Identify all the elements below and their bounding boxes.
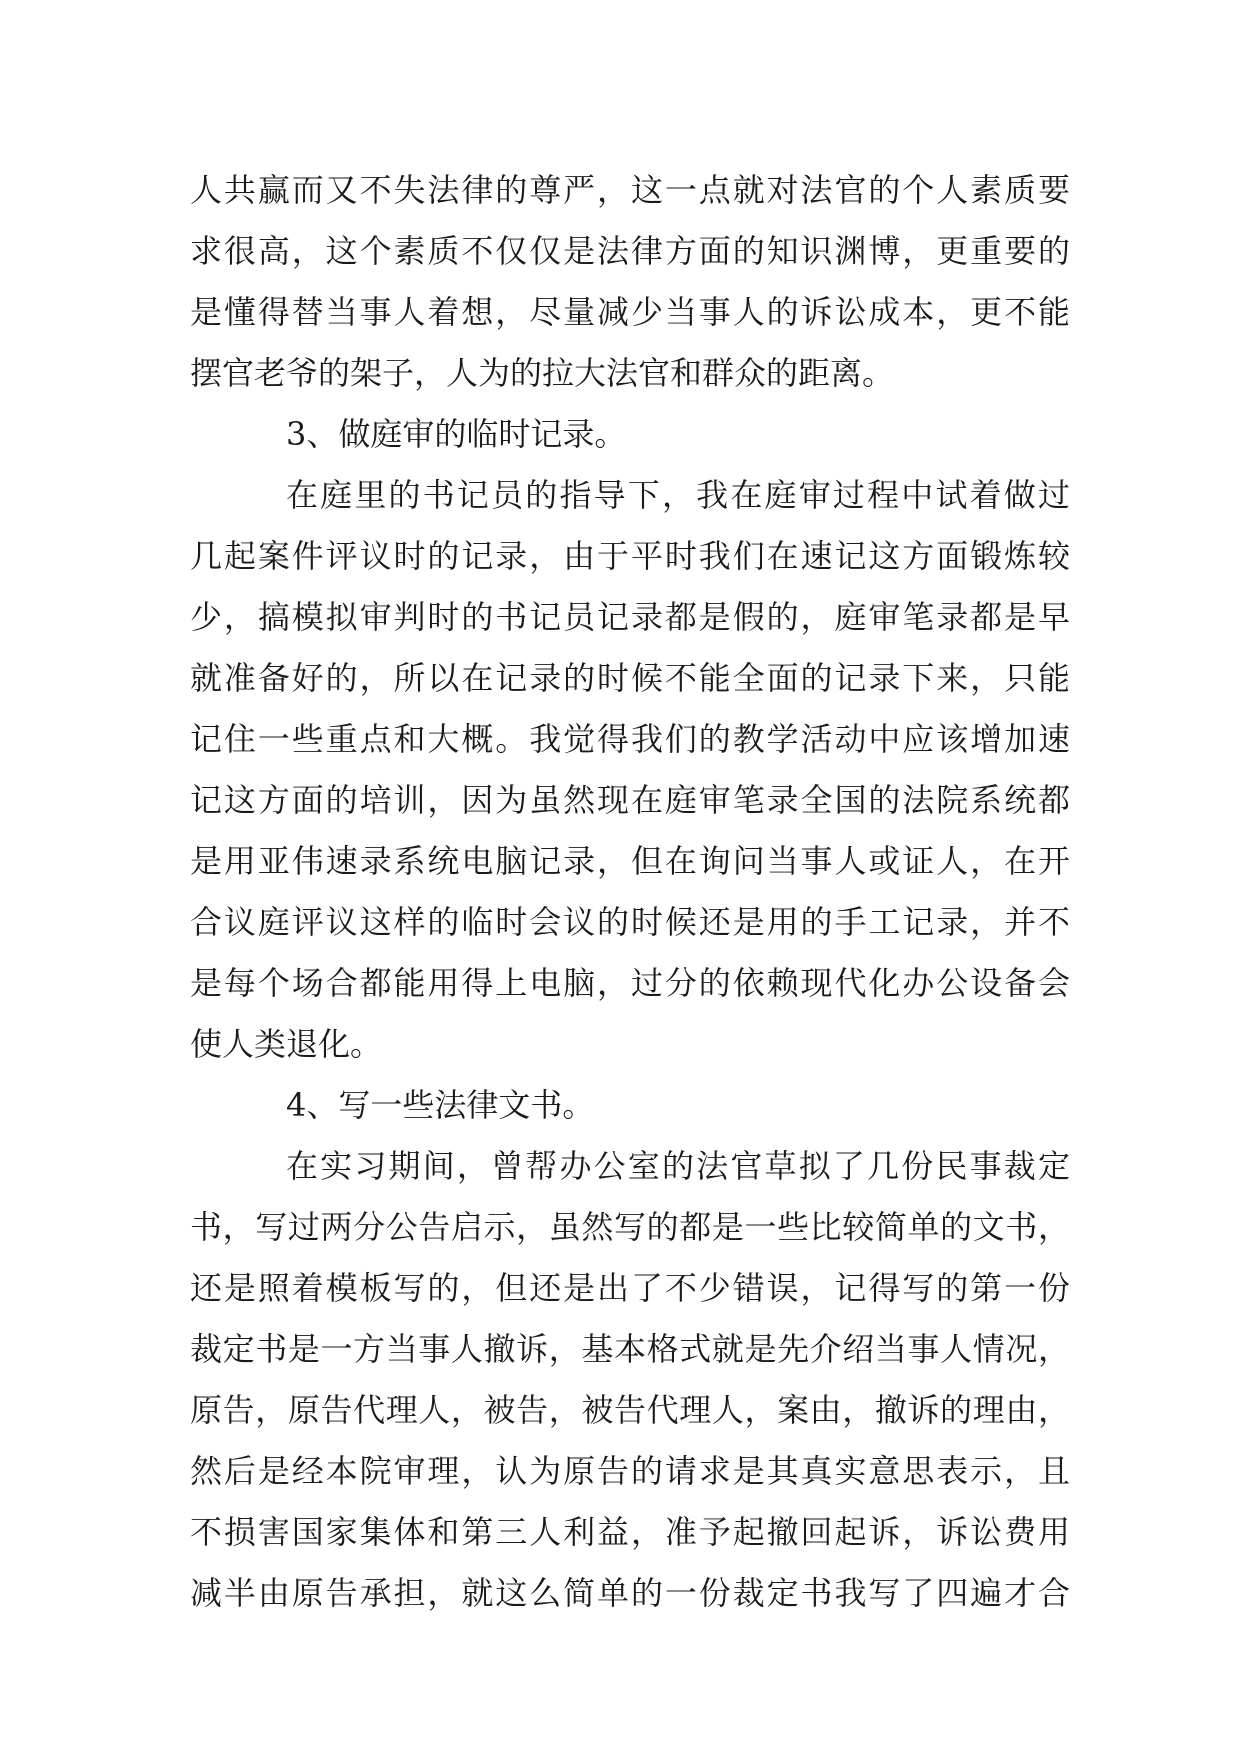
text-line: 裁定书是一方当事人撤诉，基本格式就是先介绍当事人情况，	[190, 1330, 1070, 1368]
text-line: 记住一些重点和大概。我觉得我们的教学活动中应该增加速	[190, 720, 1070, 758]
text-line: 几起案件评议时的记录，由于平时我们在速记这方面锻炼较	[190, 537, 1070, 575]
text-line: 使人类退化。	[190, 1025, 383, 1063]
text-line: 就准备好的，所以在记录的时候不能全面的记录下来，只能	[190, 659, 1070, 697]
text-line: 书，写过两分公告启示，虽然写的都是一些比较简单的文书，	[190, 1208, 1070, 1246]
text-line: 不损害国家集体和第三人利益，准予起撤回起诉，诉讼费用	[190, 1513, 1070, 1551]
text-line: 人共赢而又不失法律的尊严，这一点就对法官的个人素质要	[190, 171, 1070, 209]
text-line: 合议庭评议这样的临时会议的时候还是用的手工记录，并不	[190, 903, 1070, 941]
text-line: 减半由原告承担，就这么简单的一份裁定书我写了四遍才合	[190, 1574, 1070, 1612]
text-line: 在实习期间，曾帮办公室的法官草拟了几份民事裁定	[286, 1147, 1070, 1185]
text-line: 在庭里的书记员的指导下，我在庭审过程中试着做过	[286, 476, 1070, 514]
text-line: 摆官老爷的架子，人为的拉大法官和群众的距离。	[190, 354, 895, 392]
text-line: 求很高，这个素质不仅仅是法律方面的知识渊博，更重要的	[190, 232, 1070, 270]
text-line: 然后是经本院审理，认为原告的请求是其真实意思表示，且	[190, 1452, 1070, 1490]
text-line: 原告，原告代理人，被告，被告代理人，案由，撤诉的理由，	[190, 1391, 1070, 1429]
text-line: 记这方面的培训，因为虽然现在庭审笔录全国的法院系统都	[190, 781, 1070, 819]
text-line: 3、做庭审的临时记录。	[286, 415, 627, 453]
text-line: 是懂得替当事人着想，尽量减少当事人的诉讼成本，更不能	[190, 293, 1070, 331]
text-line: 4、写一些法律文书。	[286, 1086, 595, 1124]
text-line: 是用亚伟速录系统电脑记录，但在询问当事人或证人，在开	[190, 842, 1070, 880]
text-line: 还是照着模板写的，但还是出了不少错误，记得写的第一份	[190, 1269, 1070, 1307]
body-text	[190, 160, 1070, 1624]
text-line: 少，搞模拟审判时的书记员记录都是假的，庭审笔录都是早	[190, 598, 1070, 636]
text-line: 是每个场合都能用得上电脑，过分的依赖现代化办公设备会	[190, 964, 1070, 1002]
